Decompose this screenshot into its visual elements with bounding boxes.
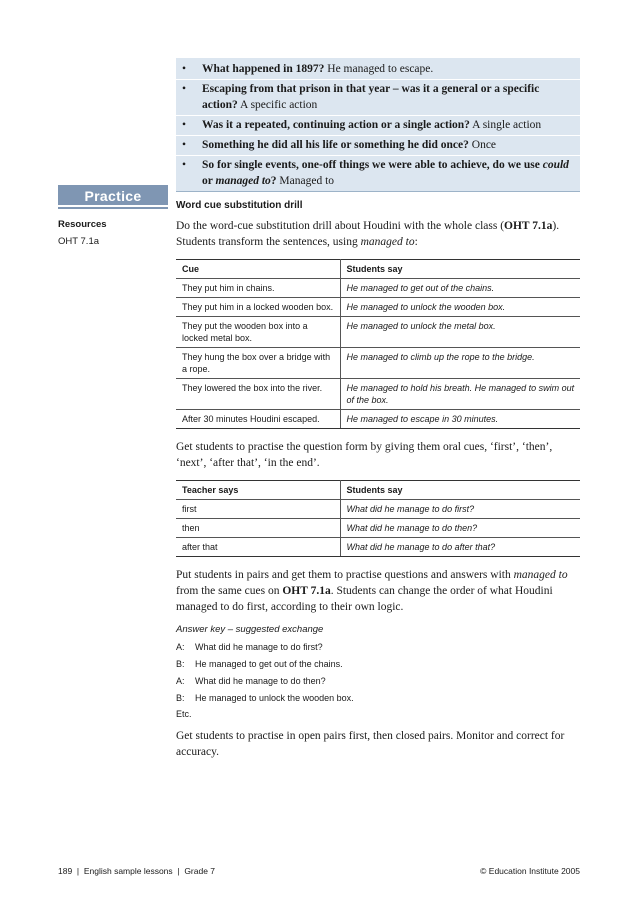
answer-key-etc: Etc. xyxy=(176,709,192,719)
main-content xyxy=(176,200,580,769)
qa-question: Was it a repeated, continuing action or a single action? xyxy=(202,119,470,131)
cell: then xyxy=(176,519,340,538)
cell: What did he manage to do then? xyxy=(340,519,580,538)
qa-answer: A specific action xyxy=(237,99,318,111)
qa-answer: A single action xyxy=(469,119,542,131)
qa-item xyxy=(176,155,580,191)
cell: They put the wooden box into a locked metal box. xyxy=(176,317,340,348)
cell: What did he manage to do after that? xyxy=(340,538,580,557)
bullet: • xyxy=(182,63,187,75)
answer-key-line xyxy=(176,692,580,704)
speaker: B: xyxy=(176,659,185,669)
qa-box xyxy=(176,58,580,192)
practice-rule xyxy=(58,207,168,209)
table-row xyxy=(176,348,580,379)
table-row xyxy=(176,410,580,429)
table-row xyxy=(176,279,580,298)
speaker: A: xyxy=(176,642,185,652)
cue-table xyxy=(176,259,580,429)
resources-label: Resources xyxy=(58,219,107,230)
answer-key-title: Answer key – suggested exchange xyxy=(176,624,324,635)
table-row xyxy=(176,500,580,519)
cell: After 30 minutes Houdini escaped. xyxy=(176,410,340,429)
qa-answer: Managed to xyxy=(276,175,335,187)
closing-paragraph: Get students to practise in open pairs first, then closed pairs. Monitor and correct for accuracy. xyxy=(176,730,565,758)
qa-answer: He managed to escape. xyxy=(324,63,434,75)
practice-tab: Practice xyxy=(58,185,168,207)
cell: They put him in a locked wooden box. xyxy=(176,298,340,317)
cell: first xyxy=(176,500,340,519)
table-header-row xyxy=(176,260,580,279)
footer-left: 189 | English sample lessons | Grade 7 xyxy=(58,866,216,876)
cell: He managed to unlock the wooden box. xyxy=(340,298,580,317)
table-row xyxy=(176,538,580,557)
qa-question: Something he did all his life or something he did once? xyxy=(202,139,469,151)
column-header: Teacher says xyxy=(176,481,340,500)
cell: He managed to hold his breath. He managed to swim out of the box. xyxy=(340,379,580,410)
section-heading: Word cue substitution drill xyxy=(176,200,303,211)
cell: What did he manage to do first? xyxy=(340,500,580,519)
column-header: Students say xyxy=(340,481,580,500)
cell: He managed to climb up the rope to the bridge. xyxy=(340,348,580,379)
bullet: • xyxy=(182,139,187,151)
cell: He managed to get out of the chains. xyxy=(340,279,580,298)
bullet: • xyxy=(182,83,187,95)
qa-item xyxy=(176,135,580,155)
table-row xyxy=(176,298,580,317)
cell: They hung the box over a bridge with a rope. xyxy=(176,348,340,379)
cell: He managed to unlock the metal box. xyxy=(340,317,580,348)
qa-question: What happened in 1897? xyxy=(202,63,325,75)
speaker: A: xyxy=(176,676,185,686)
line-text: What did he manage to do first? xyxy=(195,642,323,652)
cell: They put him in chains. xyxy=(176,279,340,298)
question-form-paragraph: Get students to practise the question form by giving them oral cues, ‘first’, ‘then’, ‘next’, ‘after that’, ‘in the end’. xyxy=(176,441,553,469)
cell: They lowered the box into the river. xyxy=(176,379,340,410)
qa-item xyxy=(176,79,580,115)
table-header-row xyxy=(176,481,580,500)
intro-paragraph: Do the word-cue substitution drill about Houdini with the whole class (OHT 7.1a). Students transform the sentences, using managed to: xyxy=(176,220,560,248)
answer-key-line xyxy=(176,658,580,670)
speaker: B: xyxy=(176,693,185,703)
line-text: He managed to unlock the wooden box. xyxy=(195,693,354,703)
cell: after that xyxy=(176,538,340,557)
cell: He managed to escape in 30 minutes. xyxy=(340,410,580,429)
answer-key-line xyxy=(176,675,580,687)
line-text: What did he manage to do then? xyxy=(195,676,326,686)
table-row xyxy=(176,519,580,538)
table-row xyxy=(176,379,580,410)
bullet: • xyxy=(182,159,187,171)
teacher-table xyxy=(176,480,580,557)
column-header: Cue xyxy=(176,260,340,279)
bullet: • xyxy=(182,119,187,131)
qa-question: So for single events, one-off things we were able to achieve, do we use could or managed to? xyxy=(202,159,569,187)
line-text: He managed to get out of the chains. xyxy=(195,659,343,669)
pairs-paragraph: Put students in pairs and get them to practise questions and answers with managed to from the same cues on OHT 7.1a. Students can change the order of what Houdini managed to do first, according to their own logic. xyxy=(176,569,568,613)
qa-item xyxy=(176,58,580,79)
qa-answer: Once xyxy=(468,139,497,151)
page-footer xyxy=(58,866,580,876)
answer-key-line xyxy=(176,641,580,653)
table-row xyxy=(176,317,580,348)
column-header: Students say xyxy=(340,260,580,279)
qa-question: Escaping from that prison in that year – was it a general or a specific action? xyxy=(202,83,540,111)
footer-right: © Education Institute 2005 xyxy=(480,866,580,876)
resource-ref: OHT 7.1a xyxy=(58,236,100,247)
qa-item xyxy=(176,115,580,135)
